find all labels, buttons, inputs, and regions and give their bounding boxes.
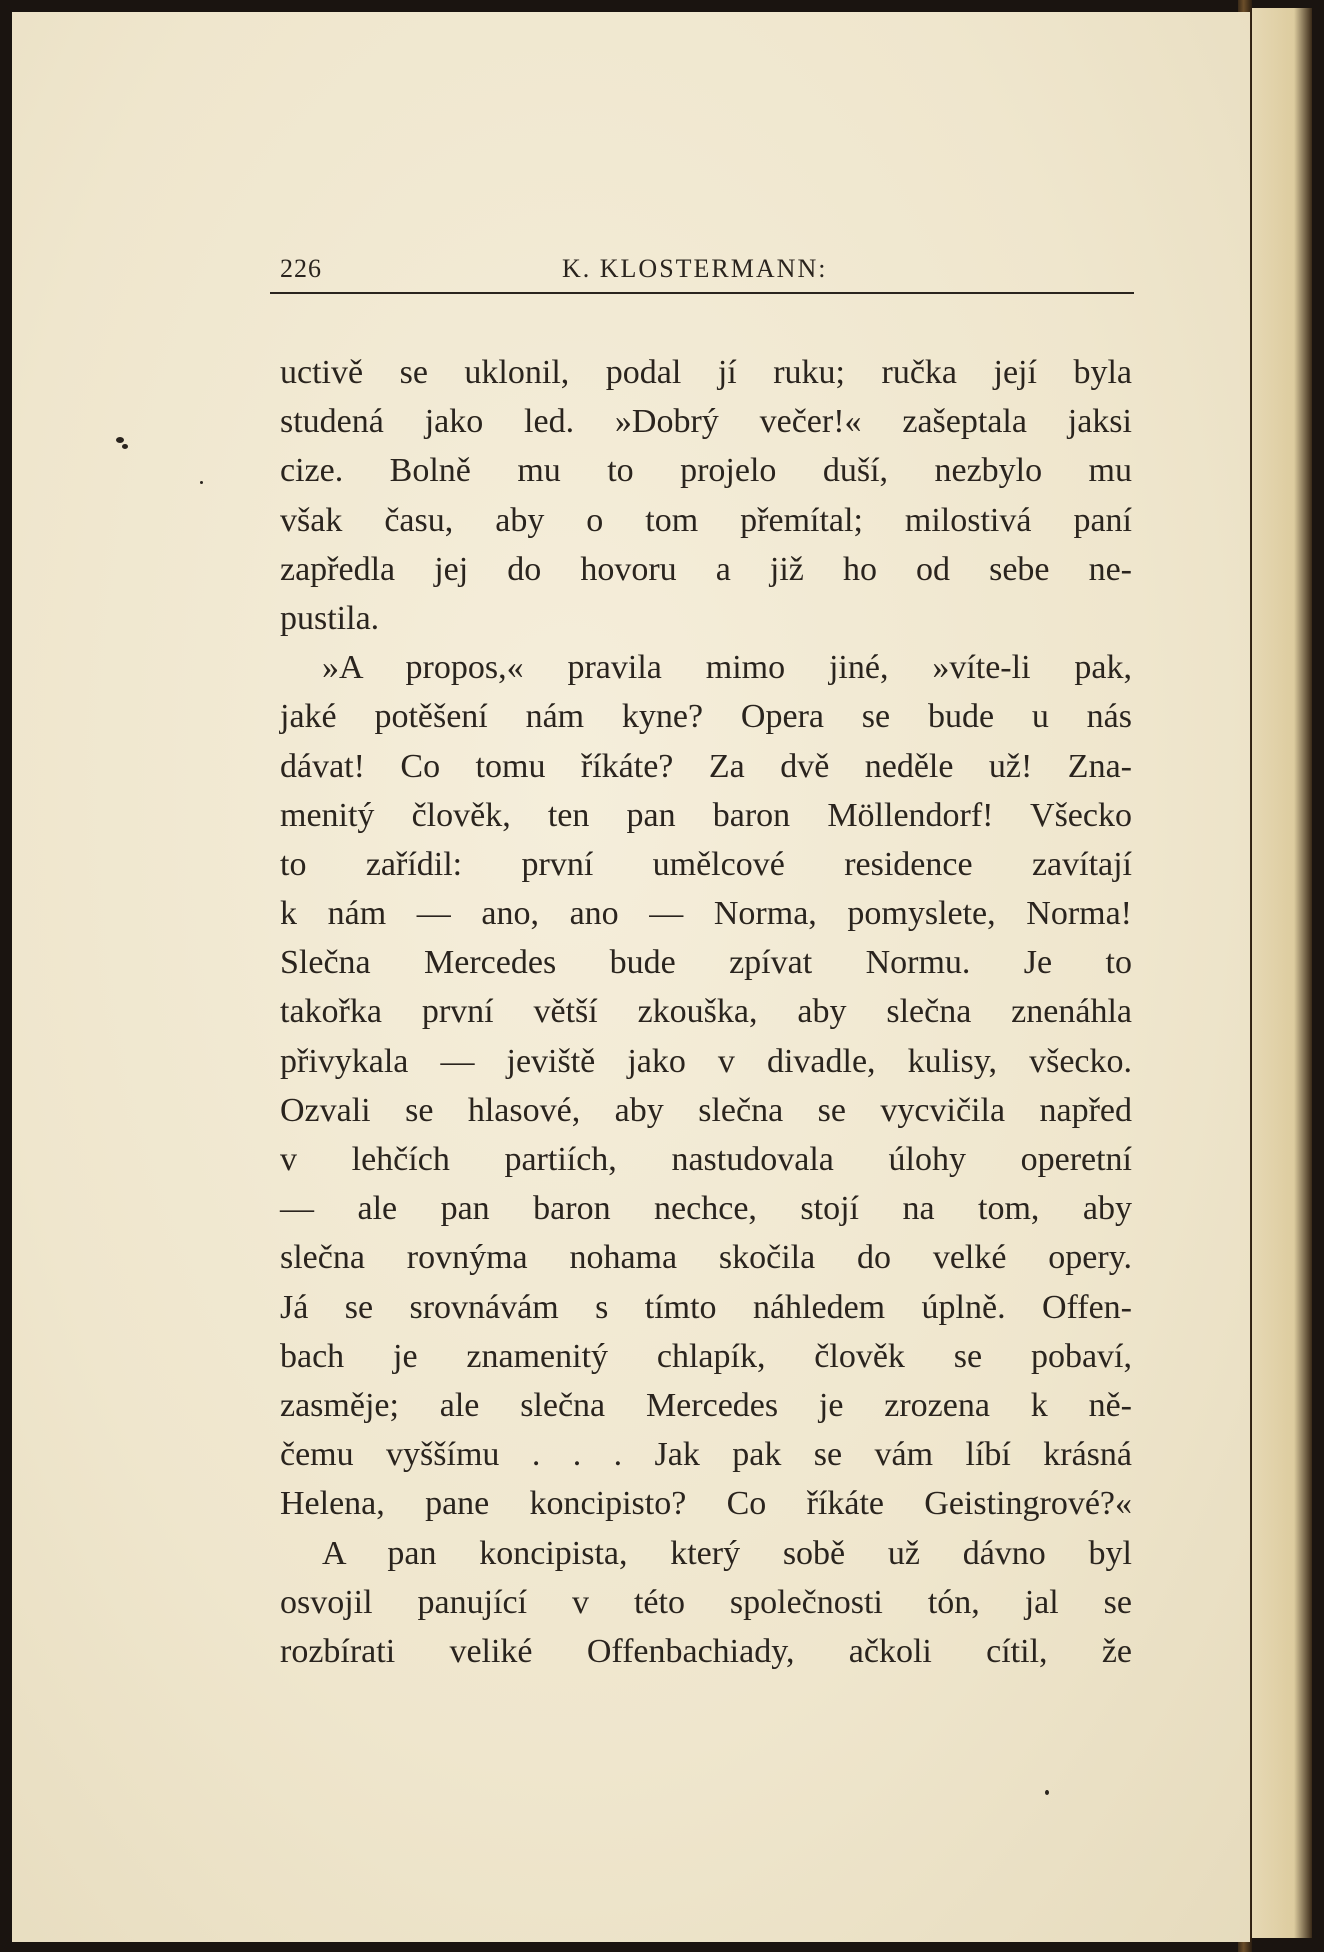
text-line: zapředla jej do hovoru a již ho od sebe ne- <box>280 550 1132 588</box>
text-line: však času, aby o tom přemítal; milostivá paní <box>280 501 1132 539</box>
text-line: »A propos,« pravila mimo jiné, »víte-li pak, <box>322 649 1132 687</box>
text-line: dávat! Co tomu říkáte? Za dvě neděle už! Zna- <box>280 747 1132 785</box>
ink-speck <box>122 444 128 449</box>
text-line: rozbírati veliké Offenbachiady, ačkoli cítil, že <box>280 1632 1132 1670</box>
ink-speck <box>1045 1790 1049 1795</box>
text-line: slečna rovnýma nohama skočila do velké opery. <box>280 1239 1132 1277</box>
text-line: A pan koncipista, který sobě už dávno byl <box>322 1534 1132 1572</box>
text-line: takořka první větší zkouška, aby slečna znenáhla <box>280 993 1132 1031</box>
text-line: jaké potěšení nám kyne? Opera se bude u nás <box>280 698 1132 736</box>
text-line: Ozvali se hlasové, aby slečna se vycvičila napřed <box>280 1091 1132 1129</box>
running-head: K. KLOSTERMANN: <box>562 254 828 283</box>
page-number: 226 <box>280 254 322 283</box>
text-line: Já se srovnávám s tímto náhledem úplně. Offen- <box>280 1288 1132 1326</box>
text-line: cize. Bolně mu to projelo duší, nezbylo mu <box>280 452 1132 490</box>
text-line: Slečna Mercedes bude zpívat Normu. Je to <box>280 944 1132 982</box>
paragraph <box>280 643 1132 1528</box>
text-line: menitý člověk, ten pan baron Möllendorf! Všecko <box>280 796 1132 834</box>
paragraph <box>280 348 1132 643</box>
text-line: uctivě se uklonil, podal jí ruku; ručka její byla <box>280 354 1132 391</box>
text-line: pustila. <box>280 599 380 637</box>
text-line: studená jako led. »Dobrý večer!« zašeptala jaksi <box>280 403 1132 441</box>
text-line: zasměje; ale slečna Mercedes je zrozena k ně- <box>280 1386 1132 1424</box>
text-line: přivykala — jeviště jako v divadle, kulisy, všecko. <box>280 1042 1132 1080</box>
page-header <box>270 252 1134 294</box>
ink-speck <box>116 437 124 443</box>
body-text <box>280 348 1132 1676</box>
text-line: bach je znamenitý chlapík, člověk se pobaví, <box>280 1337 1132 1375</box>
text-line: to zařídil: první umělcové residence zavítají <box>280 845 1132 883</box>
text-line: Helena, pane koncipisto? Co říkáte Geistingrové?« <box>280 1485 1132 1523</box>
text-line: čemu vyššímu . . . Jak pak se vám líbí krásná <box>280 1436 1132 1474</box>
facing-page-edge <box>1252 8 1312 1938</box>
text-line: — ale pan baron nechce, stojí na tom, aby <box>280 1190 1132 1228</box>
paragraph <box>280 1529 1132 1677</box>
text-line: osvojil panující v této společnosti tón, jal se <box>280 1583 1132 1621</box>
text-line: k nám — ano, ano — Norma, pomyslete, Norma! <box>280 895 1132 933</box>
text-line: v lehčích partiích, nastudovala úlohy operetní <box>280 1141 1132 1178</box>
ink-speck <box>200 481 203 484</box>
